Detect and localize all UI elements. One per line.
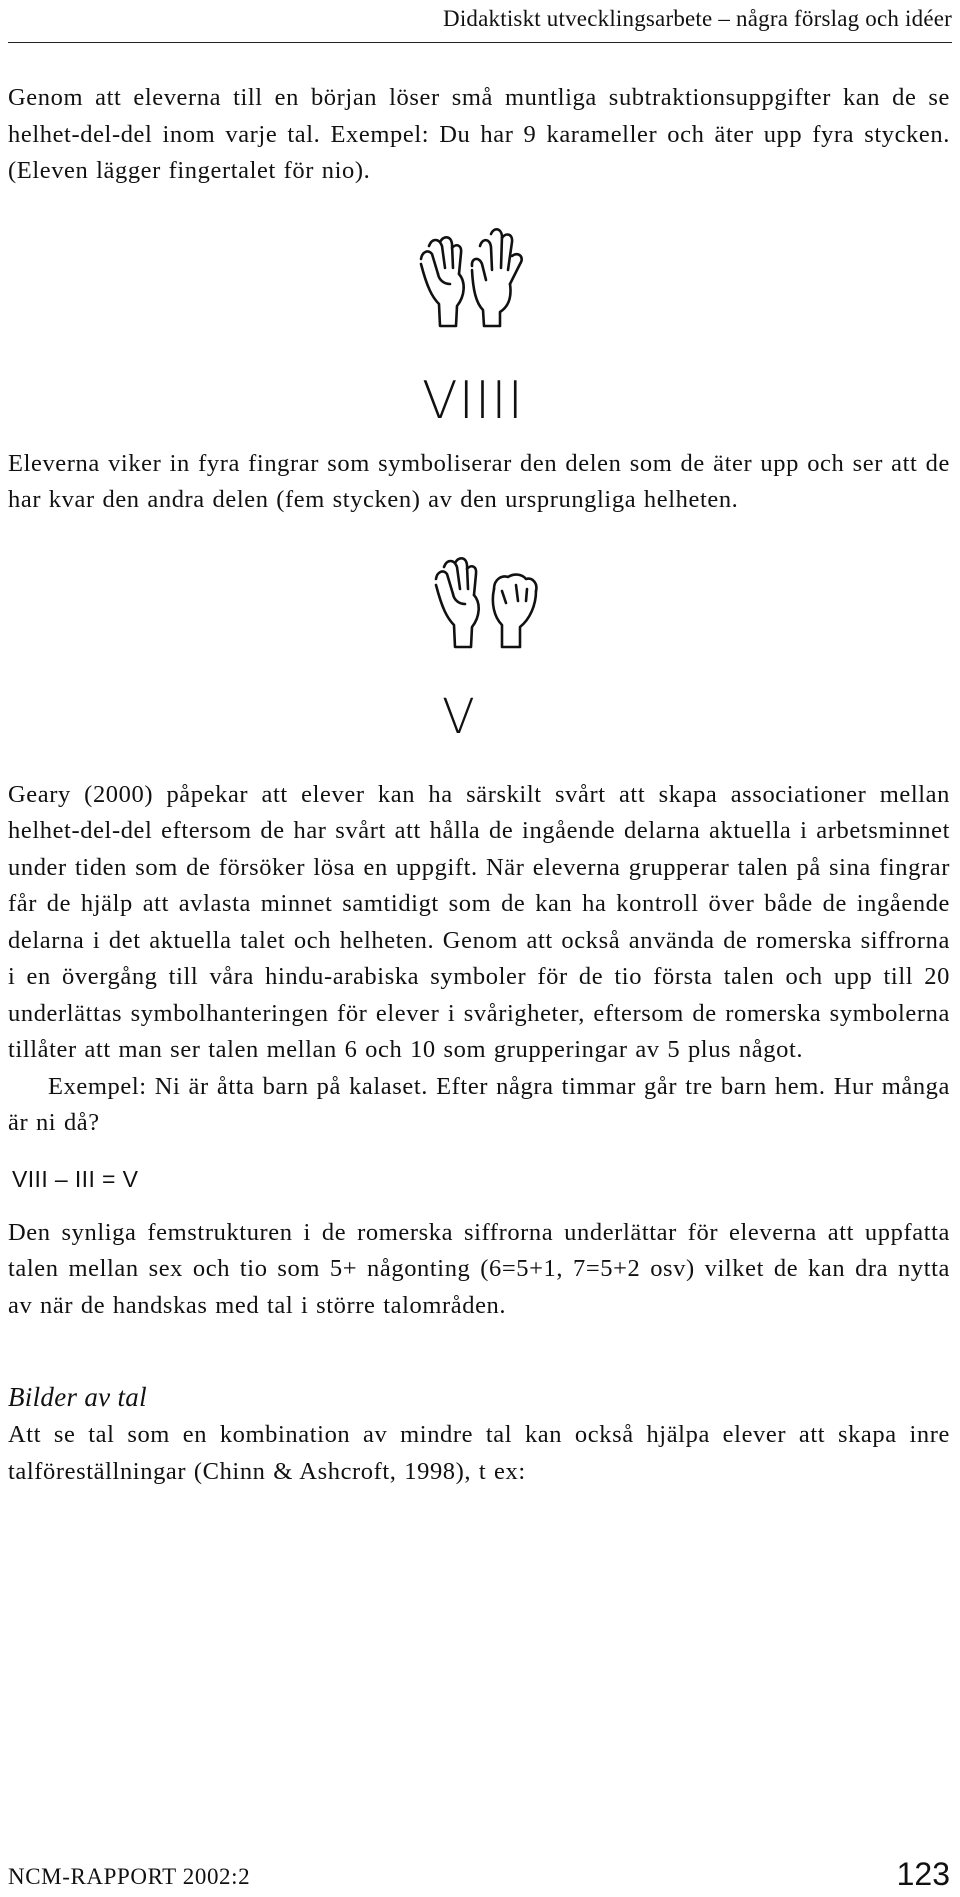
paragraph-number-images: Att se tal som en kombination av mindre tal kan också hjälpa elever att skapa inre talföreställningar (Chinn & Ashcroft, 1998), t ex: [8, 1421, 950, 1485]
roman-numeral-nine: VIIII [422, 370, 524, 424]
open-hand-icon [436, 558, 479, 647]
roman-equation: VIII – III = V [12, 1165, 139, 1192]
hands-five-drawing [8, 547, 950, 743]
page-content [8, 80, 950, 1490]
footer-report: NCM-RAPPORT 2002:2 [8, 1864, 251, 1889]
header-title: Didaktiskt utvecklingsarbete – några förslag och idéer [443, 6, 952, 31]
paragraph-example: Exempel: Ni är åtta barn på kalaset. Efter några timmar går tre barn hem. Hur många är ni då? [8, 1072, 950, 1136]
closed-fist-icon [493, 574, 537, 646]
section-heading: Bilder av tal [8, 1382, 147, 1412]
figure-nine-fingers [8, 204, 950, 424]
right-hand-icon [472, 229, 522, 326]
left-hand-icon [421, 237, 464, 326]
running-header [8, 0, 952, 43]
paragraph-intro: Genom att eleverna till en början löser små muntliga subtraktionsuppgifter kan de se helhet-del-del inom varje tal. Exempel: Du har 9 karameller och äter upp fyra stycken. (Eleven lägger fingertalet för nio). [8, 84, 950, 184]
page-number: 123 [896, 1856, 950, 1892]
paragraph-fold-fingers: Eleverna viker in fyra fingrar som symboliserar den delen som de äter upp och ser att de har kvar den andra delen (fem stycken) av den ursprungliga helheten. [8, 449, 950, 513]
figure-five-fingers [8, 547, 950, 743]
roman-numeral-five: V [442, 688, 475, 743]
hands-nine-drawing [8, 204, 950, 424]
paragraph-five-structure: Den synliga femstrukturen i de romerska siffrorna underlättar för eleverna att uppfatta talen mellan sex och tio som 5+ någonting (6=5+1, 7=5+2 osv) vilket de kan dra nytta av när de handskas med tal i större talområden. [8, 1218, 950, 1319]
paragraph-geary: Geary (2000) påpekar att elever kan ha särskilt svårt att skapa associationer mellan helhet-del-del eftersom de har svårt att hålla de ingående delarna aktuella i arbetsminnet under tiden som de försöker lösa en uppgift. När eleverna grupperar talen på sina fingrar får de hjälp att avlasta minnet samtidigt som de kan ha kontroll över både de ingående delarna i det aktuella talet och helheten. Genom att också använda de romerska siffrorna i en övergång till våra hindu-arabiska symboler för de tio första talen och upp till 20 underlättas symbolhanteringen för elever i svårigheter, eftersom de romerska symbolerna tillåter att man ser talen mellan 6 och 10 som grupperingar av 5 plus något. [8, 780, 950, 1063]
